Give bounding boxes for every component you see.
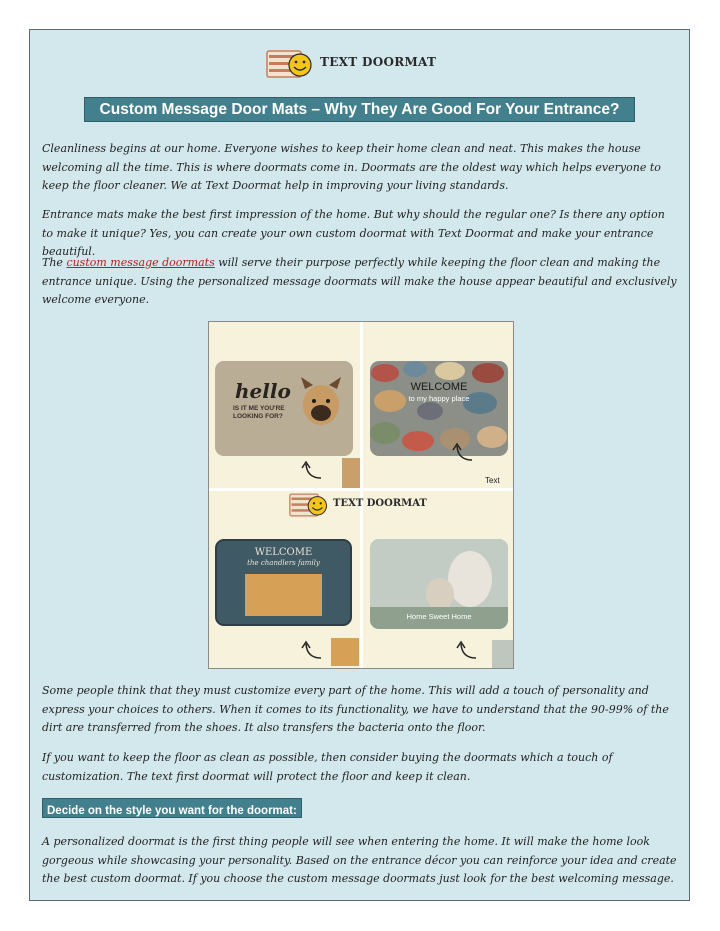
brand-name: TEXT DOORMAT bbox=[333, 498, 427, 509]
mat-subtitle: the chandlers family bbox=[247, 559, 320, 567]
custom-doormats-link[interactable]: custom message doormats bbox=[66, 256, 215, 269]
pebble-welcome-doormat bbox=[370, 361, 508, 456]
bulldog-icon bbox=[297, 375, 345, 431]
page-title: Custom Message Door Mats – Why They Are Good For Your Entrance? bbox=[99, 101, 620, 118]
curved-arrow-icon bbox=[301, 640, 325, 662]
dog-thumbnail bbox=[342, 458, 360, 488]
family-welcome-doormat bbox=[215, 539, 352, 626]
page-title-banner bbox=[84, 97, 635, 122]
smiley-doormat-icon bbox=[266, 49, 314, 79]
document-page bbox=[29, 29, 690, 901]
paragraph-custom-doormats bbox=[42, 254, 677, 310]
section-heading bbox=[42, 798, 302, 818]
mat-title: WELCOME bbox=[254, 547, 313, 558]
brand-logo bbox=[289, 492, 439, 518]
mat-subtitle: to my happy place bbox=[408, 394, 470, 403]
mat-caption: Text bbox=[485, 476, 500, 485]
curved-arrow-icon bbox=[456, 640, 480, 662]
paragraph-text: will serve their purpose perfectly while keeping the floor clean and making the entrance unique. Using the personalized message doormats will make the house appear beautiful and exclusively welcome everyone. bbox=[42, 256, 677, 306]
mat-title: hello bbox=[235, 379, 291, 403]
home-sweet-home-doormat bbox=[370, 539, 508, 629]
paragraph-intro: Cleanliness begins at our home. Everyone wishes to keep their home clean and neat. This makes the house welcoming all the time. This is where doormats come in. Doormats are the oldest way which helps everyone to keep the floor cleaner. We at Text Doormat help in improving your living standards. bbox=[42, 142, 661, 192]
pebbles-icon bbox=[370, 361, 508, 456]
paragraph-entrance: Entrance mats make the best first impression of the home. But why should the regular one? Is there any option to make it unique? Yes, you can create your own custom doormat with Text Doormat and make your entrance beautiful. bbox=[42, 208, 665, 258]
smiley-doormat-icon bbox=[289, 492, 329, 518]
paragraph-first-impression: A personalized doormat is the first thing people will see when entering the home. It will make the home look gorgeous while showcasing your personality. Based on the entrance décor you can reinforce your idea and create the best custom doormat. If you choose the custom message doormats just look for the best welcoming message. bbox=[42, 835, 677, 885]
dogs-thumbnail bbox=[492, 640, 514, 668]
section-heading-text: Decide on the style you want for the doormat: bbox=[47, 805, 297, 817]
dog-thumbnail bbox=[331, 638, 359, 666]
mat-title: Home Sweet Home bbox=[406, 612, 472, 621]
brand-logo bbox=[266, 49, 446, 79]
hello-doormat bbox=[215, 361, 353, 456]
dog-photo bbox=[245, 574, 322, 616]
brand-name: TEXT DOORMAT bbox=[320, 55, 437, 69]
collage-divider bbox=[209, 488, 514, 491]
paragraph-clean-floor: If you want to keep the floor as clean as possible, then consider buying the doormats which a touch of customization. The text first doormat will protect the floor and keep it clean. bbox=[42, 751, 613, 783]
mat-subtitle: IS IT ME YOU'RE LOOKING FOR? bbox=[233, 405, 285, 420]
curved-arrow-icon bbox=[452, 442, 476, 464]
paragraph-text: The bbox=[42, 256, 67, 269]
doormat-collage-image bbox=[208, 321, 514, 669]
curved-arrow-icon bbox=[301, 460, 325, 482]
paragraph-personality: Some people think that they must customize every part of the home. This will add a touch of personality and express your choices to others. When it comes to its functionality, we have to understand that the 90-99% of the dirt are transferred from the shoes. It also transfers the bacteria onto the floor. bbox=[42, 684, 669, 734]
mat-title: WELCOME bbox=[410, 381, 468, 393]
